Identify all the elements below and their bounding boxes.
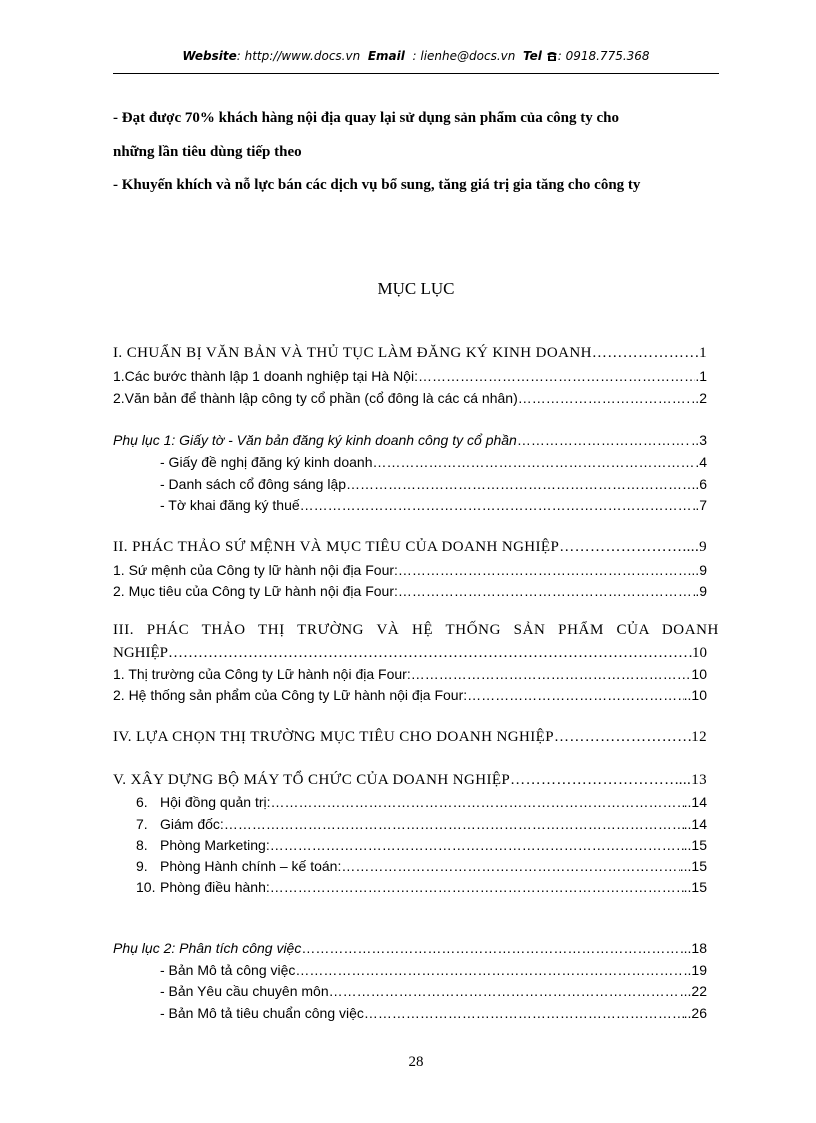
toc-entry-1-2[interactable]: 2.Văn bản để thành lập công ty cổ phần (cổ đông là các cá nhân) ……………………………………………………………………………………………………………………………………………………………… ..2	[113, 390, 707, 408]
phone-icon	[546, 50, 558, 60]
toc-entry-3-2[interactable]: 2. Hệ thống sản phẩm của Công ty Lữ hành nội địa Four: ……………………………………………………………………………………………………………………………………………………………… ..10	[113, 687, 707, 705]
toc-entry-section-5[interactable]: V. XÂY DỰNG BỘ MÁY TỔ CHỨC CỦA DOANH NGHIỆP ……………………………………………………………………………………………………………………………………………………………… ...13	[113, 772, 707, 790]
toc-entry-5-7[interactable]: 7. Giám đốc: ……………………………………………………………………………………………………………………………………………………………… ..14	[136, 816, 707, 834]
toc-entry-5-9[interactable]: 9. Phòng Hành chính – kế toán: ……………………………………………………………………………………………………………………………………………………………… ...15	[136, 858, 707, 876]
toc-entry-section-3-line-2[interactable]: NGHIỆP ……………………………………………………………………………………………………………………………………………………………… 10	[113, 645, 707, 663]
email-value: : lienhe@docs.vn	[412, 49, 516, 63]
header-rule	[113, 73, 719, 74]
tel-value: : 0918.775.368	[557, 49, 650, 63]
toc-entry-5-8[interactable]: 8. Phòng Marketing: ……………………………………………………………………………………………………………………………………………………………… ..15	[136, 837, 707, 855]
toc-entry-5-10[interactable]: 10. Phòng điều hành: ……………………………………………………………………………………………………………………………………………………………… ..15	[136, 879, 707, 897]
toc-entry-appendix-1[interactable]: Phụ lục 1: Giấy tờ - Văn bản đăng ký kinh doanh công ty cổ phần ……………………………………………………………………………………………………………………………………………………………… ..3	[113, 432, 707, 450]
toc-entry-1-1[interactable]: 1.Các bước thành lập 1 doanh nghiệp tại Hà Nội: ……………………………………………………………………………………………………………………………………………………………… .1	[113, 368, 707, 386]
toc-entry-appendix-1-a[interactable]: - Giấy đề nghị đăng ký kinh doanh ……………………………………………………………………………………………………………………………………………………………… .4	[160, 454, 707, 472]
website-value: : http://www.docs.vn	[236, 49, 361, 63]
toc-entry-appendix-2-c[interactable]: - Bản Mô tả tiêu chuẩn công việc ……………………………………………………………………………………………………………………………………………………………… ..26	[160, 1005, 707, 1023]
toc-entry-appendix-1-c[interactable]: - Tờ khai đăng ký thuế ……………………………………………………………………………………………………………………………………………………………… .7	[160, 497, 707, 515]
toc-entry-3-1[interactable]: 1. Thị trường của Công ty Lữ hành nội địa Four: ……………………………………………………………………………………………………………………………………………………………… 10	[113, 666, 707, 684]
toc-entry-appendix-2[interactable]: Phụ lục 2: Phân tích công việc ……………………………………………………………………………………………………………………………………………………………… ..18	[113, 940, 707, 958]
website-label: Website	[182, 49, 237, 63]
toc-title: MỤC LỤC	[377, 279, 455, 298]
page-header	[113, 49, 719, 63]
toc-entry-appendix-1-b[interactable]: - Danh sách cổ đông sáng lập ……………………………………………………………………………………………………………………………………………………………… .6	[160, 476, 707, 494]
email-label: Email	[367, 49, 405, 63]
toc-entry-5-6[interactable]: 6. Hội đồng quản trị: ……………………………………………………………………………………………………………………………………………………………… ..14	[136, 794, 707, 812]
intro-line-2: những lần tiêu dùng tiếp theo	[113, 144, 302, 160]
toc-entry-2-2[interactable]: 2. Mục tiêu của Công ty Lữ hành nội địa Four: ……………………………………………………………………………………………………………………………………………………………… .9	[113, 583, 707, 601]
toc-entry-appendix-2-b[interactable]: - Bản Yêu cầu chuyên môn ……………………………………………………………………………………………………………………………………………………………… ...22	[160, 983, 707, 1001]
intro-line-3: - Khuyến khích và nỗ lực bán các dịch vụ bổ sung, tăng giá trị gia tăng cho công ty	[113, 177, 641, 193]
toc-entry-section-3-line-1[interactable]: III. PHÁC THẢO THỊ TRƯỜNG VÀ HỆ THỐNG SẢN PHẨM CỦA DOANH	[113, 622, 719, 638]
toc-entry-section-4[interactable]: IV. LỰA CHỌN THỊ TRƯỜNG MỤC TIÊU CHO DOANH NGHIỆP ……………………………………………………………………………………………………………………………………………………………… 12	[113, 729, 707, 747]
page-number: 28	[408, 1054, 424, 1070]
tel-label: Tel	[523, 49, 542, 63]
toc-entry-appendix-2-a[interactable]: - Bản Mô tả công việc ……………………………………………………………………………………………………………………………………………………………… ..19	[160, 962, 707, 980]
toc-entry-section-2[interactable]: II. PHÁC THẢO SỨ MỆNH VÀ MỤC TIÊU CỦA DOANH NGHIỆP ……………………………………………………………………………………………………………………………………………………………… ....9	[113, 539, 707, 557]
intro-line-1: - Đạt được 70% khách hàng nội địa quay lại sử dụng sản phẩm của công ty cho	[113, 110, 620, 126]
toc-entry-section-1[interactable]: I. CHUẨN BỊ VĂN BẢN VÀ THỦ TỤC LÀM ĐĂNG KÝ KINH DOANH ……………………………………………………………………………………………………………………………………………………………… .1	[113, 345, 707, 363]
toc-entry-2-1[interactable]: 1. Sứ mệnh của Công ty lữ hành nội địa Four: ……………………………………………………………………………………………………………………………………………………………… ...9	[113, 562, 707, 580]
